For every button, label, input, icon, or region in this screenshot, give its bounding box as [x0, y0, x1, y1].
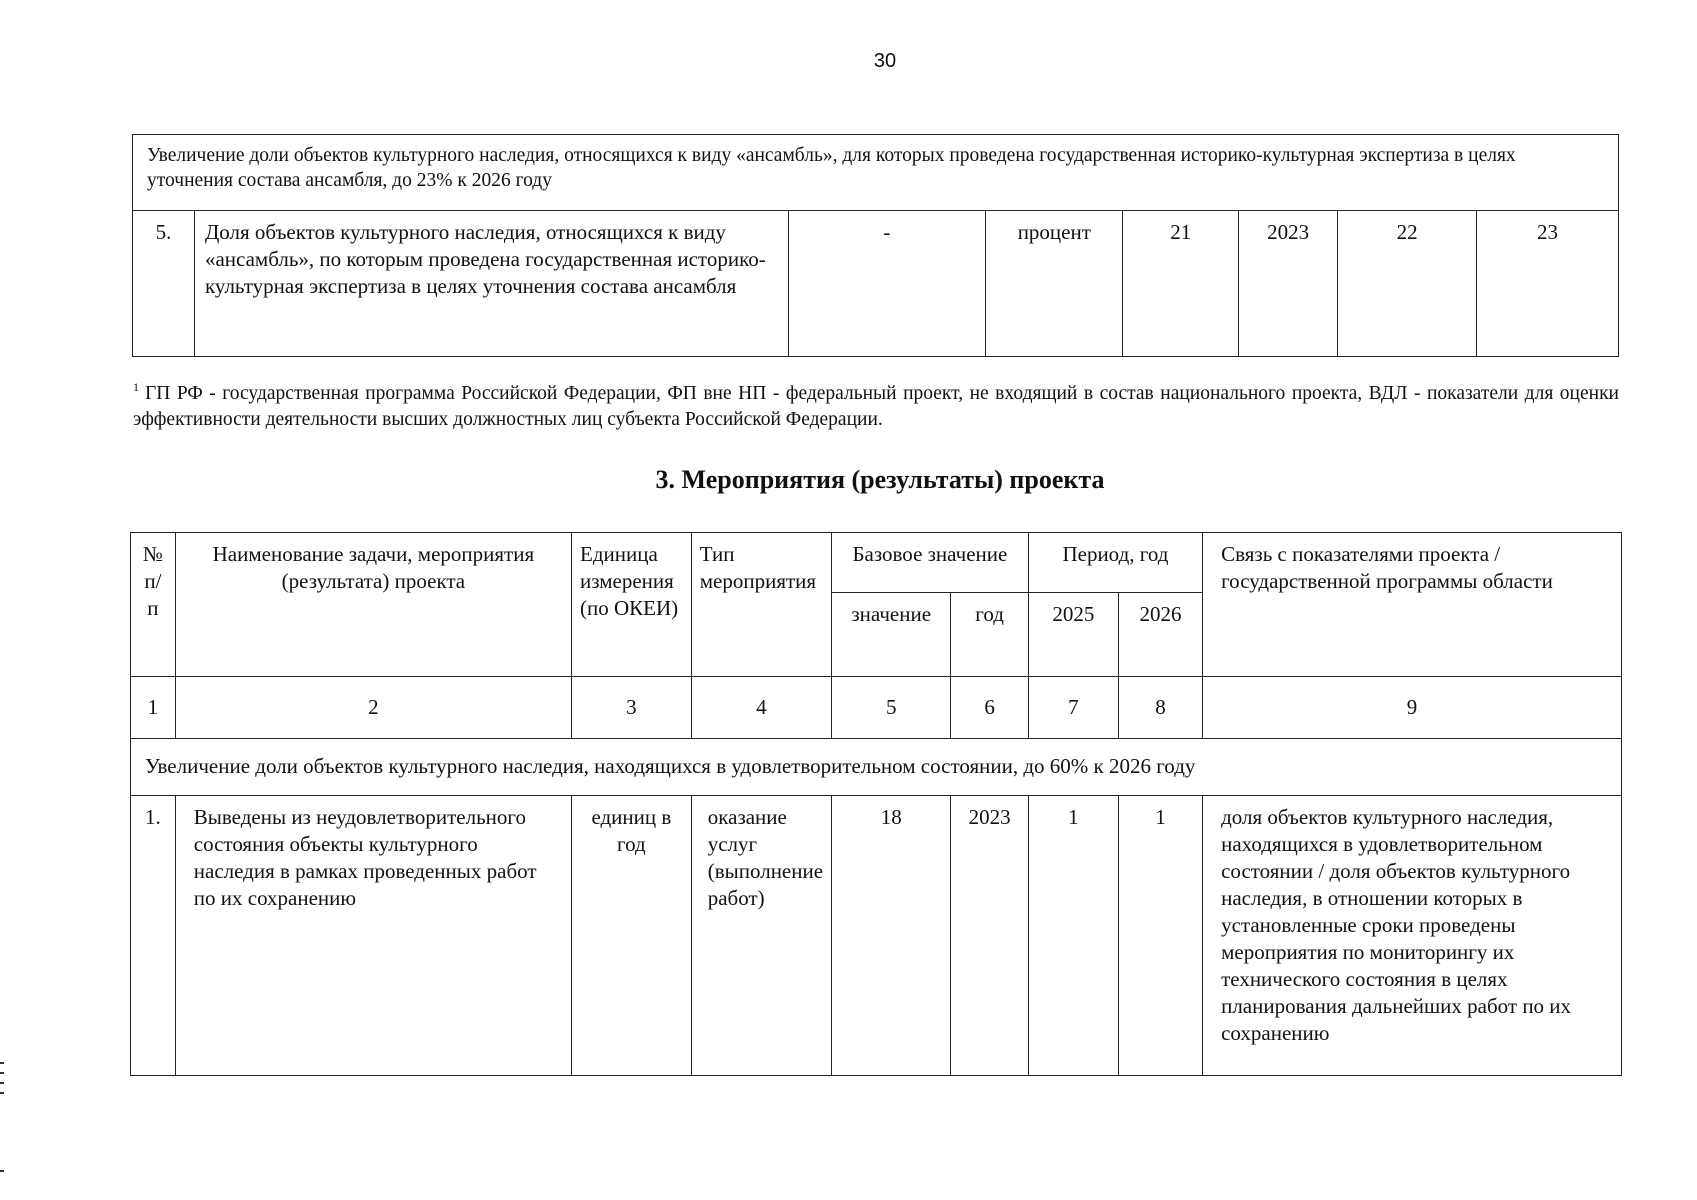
- value-2026-cell: 1: [1118, 796, 1202, 1076]
- table-row: [133, 211, 1619, 357]
- footnote: [133, 374, 1619, 433]
- header-row: [131, 533, 1622, 593]
- base-year-cell: 2023: [1239, 211, 1338, 357]
- col-number: 8: [1118, 677, 1202, 739]
- row-number: 1.: [131, 796, 176, 1076]
- header-base: Базовое значение: [832, 533, 1029, 593]
- type-cell: оказание услуг (выполнение работ): [691, 796, 831, 1076]
- scan-margin-mark: [0, 1062, 4, 1064]
- row-number: 5.: [133, 211, 195, 357]
- goal-text: Увеличение доли объектов культурного наследия, находящихся в удовлетворительном состоянии, до 60% к 2026 году: [131, 739, 1622, 796]
- col-number: 3: [572, 677, 692, 739]
- column-numbers-row: [131, 677, 1622, 739]
- scan-margin-mark: [0, 1082, 4, 1084]
- scan-margin-mark: [0, 1170, 4, 1172]
- value-2025-cell: 1: [1028, 796, 1118, 1076]
- header-base-value: значение: [832, 593, 951, 677]
- goal-row: [131, 739, 1622, 796]
- link-cell: доля объектов культурного наследия, находящихся в удовлетворительном состоянии / доля объектов культурного наследия, в отношении которых в установленные сроки проведены мероприятия по мониторингу их технического состояния в целях планирования дальнейших работ по их сохранению: [1203, 796, 1622, 1076]
- col-number: 9: [1203, 677, 1622, 739]
- col-number: 2: [175, 677, 571, 739]
- activities-table: [130, 532, 1622, 1076]
- col-number: 1: [131, 677, 176, 739]
- col-number: 5: [832, 677, 951, 739]
- header-num: № п/п: [131, 533, 176, 677]
- col-number: 4: [691, 677, 831, 739]
- indicator-level: -: [788, 211, 986, 357]
- footnote-text: ГП РФ - государственная программа Российской Федерации, ФП вне НП - федеральный проект, не входящий в состав национального проекта, ВДЛ - показатели для оценки эффективности деятельности высших должностных лиц субъекта Российской Федерации.: [133, 383, 1619, 430]
- header-base-year: год: [951, 593, 1028, 677]
- indicator-name: Доля объектов культурного наследия, относящихся к виду «ансамбль», по которым проведена государственная историко-культурная экспертиза в целях уточнения состава ансамбля: [194, 211, 788, 357]
- header-name: Наименование задачи, мероприятия (результата) проекта: [175, 533, 571, 677]
- value-2025-cell: 22: [1338, 211, 1477, 357]
- indicators-table: [132, 134, 1619, 357]
- header-unit: Единица измерения (по ОКЕИ): [572, 533, 692, 677]
- unit-cell: процент: [986, 211, 1123, 357]
- base-year-cell: 2023: [951, 796, 1028, 1076]
- col-number: 7: [1028, 677, 1118, 739]
- goal-row: [133, 135, 1619, 211]
- header-2026: 2026: [1118, 593, 1202, 677]
- scan-margin-mark: [0, 1072, 4, 1074]
- col-number: 6: [951, 677, 1028, 739]
- footnote-mark: 1: [133, 380, 139, 394]
- goal-text: Увеличение доли объектов культурного наследия, относящихся к виду «ансамбль», для которых проведена государственная историко-культурная экспертиза в целях уточнения состава ансамбля, до 23% к 2026 году: [133, 135, 1619, 211]
- unit-cell: единиц в год: [572, 796, 692, 1076]
- value-2026-cell: 23: [1477, 211, 1619, 357]
- header-type: Тип мероприятия: [691, 533, 831, 677]
- section-title: 3. Мероприятия (результаты) проекта: [655, 465, 1105, 494]
- base-value-cell: 21: [1123, 211, 1239, 357]
- header-2025: 2025: [1028, 593, 1118, 677]
- header-period: Период, год: [1028, 533, 1202, 593]
- activity-name: Выведены из неудовлетворительного состояния объекты культурного наследия в рамках проведенных работ по их сохранению: [175, 796, 571, 1076]
- scan-margin-mark: [0, 1092, 4, 1094]
- page-number: 30: [873, 50, 897, 72]
- table-row: [131, 796, 1622, 1076]
- header-link: Связь с показателями проекта / государственной программы области: [1203, 533, 1622, 677]
- base-value-cell: 18: [832, 796, 951, 1076]
